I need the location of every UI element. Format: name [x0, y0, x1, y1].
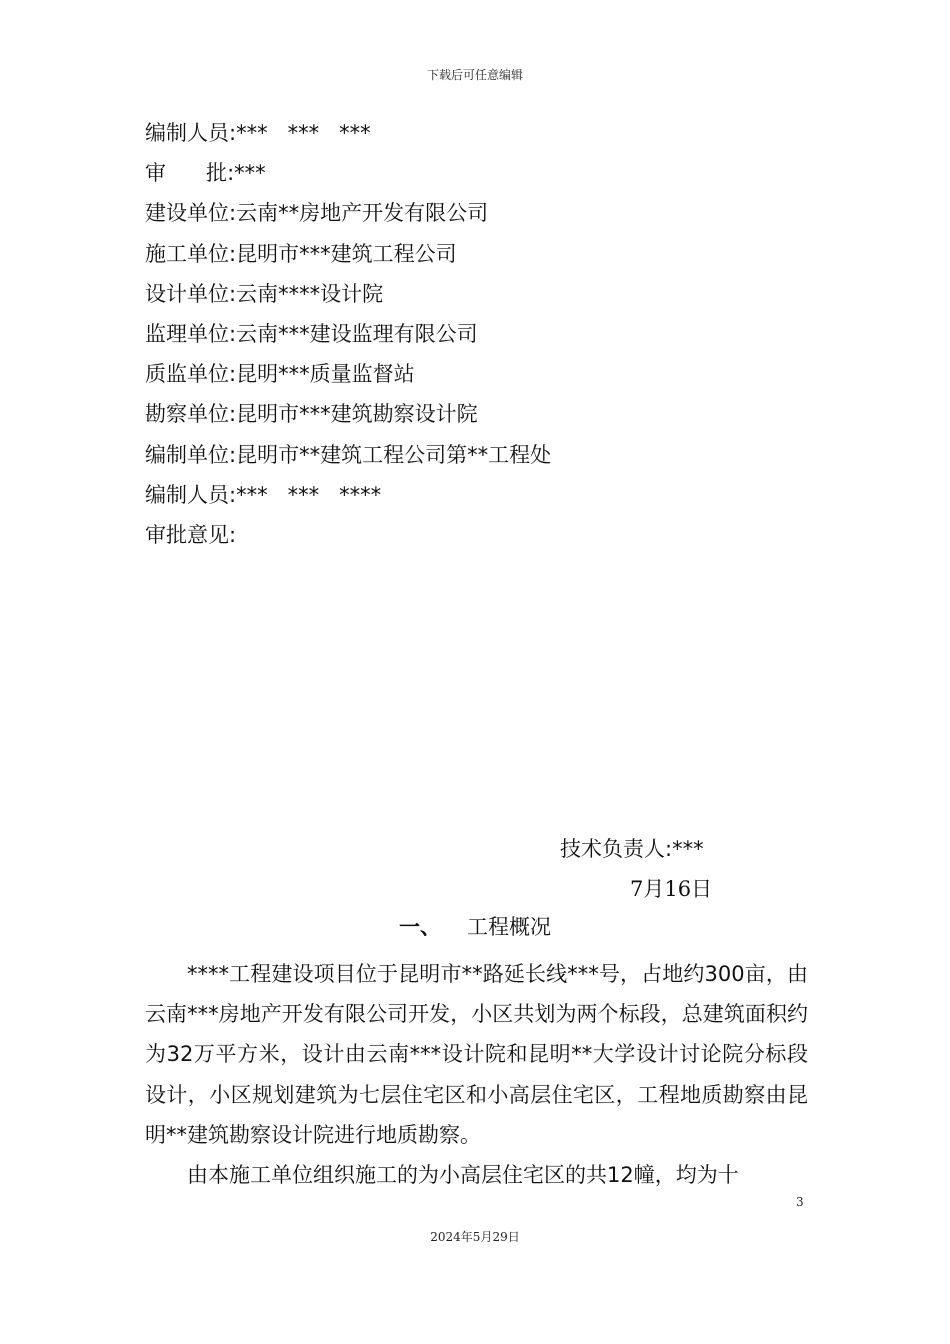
field-separator: : [229, 281, 237, 306]
field-separator: : [229, 522, 237, 547]
field-value: 云南***建设监理有限公司 [236, 321, 478, 346]
footer-date: 2024年5月29日 [430, 1230, 520, 1244]
field-label: 编制人员 [145, 121, 229, 145]
tech-lead-signature: 技术负责人:*** [560, 837, 704, 861]
field-value: 昆明市***建筑勘察设计院 [236, 402, 478, 427]
field-label: 审 批 [145, 161, 228, 186]
field-separator: : [229, 321, 237, 346]
field-value: 昆明***质量监督站 [236, 362, 415, 387]
field-label: 编制人员 [145, 482, 229, 507]
field-label: 监理单位 [145, 321, 229, 346]
field-row-compiler [145, 118, 551, 158]
field-row-contractor [145, 239, 551, 279]
section-title: 工程概况 [467, 915, 551, 939]
project-info-list [145, 118, 551, 560]
field-separator: : [229, 482, 237, 507]
field-row-developer [145, 198, 551, 238]
section-number: 一、 [399, 915, 441, 939]
field-value: 云南****设计院 [236, 281, 384, 306]
field-label: 设计单位 [145, 281, 229, 306]
field-row-approval-opinion [145, 520, 551, 560]
field-row-compiler-2 [145, 480, 551, 520]
field-value: 云南**房地产开发有限公司 [236, 201, 489, 226]
signature-date: 7月16日 [630, 877, 713, 901]
field-label: 审批意见 [145, 522, 229, 547]
field-value: *** *** **** [236, 482, 382, 507]
field-separator: : [227, 161, 235, 186]
header-note: 下载后可任意编辑 [426, 68, 523, 82]
field-row-survey [145, 399, 551, 439]
section-heading [0, 912, 950, 942]
field-separator: : [229, 442, 237, 467]
field-row-compiling-unit [145, 440, 551, 480]
field-row-supervisor [145, 319, 551, 359]
field-value: 昆明市**建筑工程公司第**工程处 [236, 442, 552, 467]
field-row-designer [145, 279, 551, 319]
field-label: 质监单位 [145, 362, 229, 387]
page-number: 3 [796, 1195, 804, 1209]
field-separator: : [229, 362, 237, 387]
field-row-quality [145, 359, 551, 399]
field-label: 建设单位 [145, 201, 229, 226]
field-label: 施工单位 [145, 241, 229, 266]
field-label: 编制单位 [145, 442, 229, 467]
field-value: 昆明市***建筑工程公司 [236, 241, 457, 266]
field-value: *** [234, 161, 266, 186]
field-separator: : [229, 402, 237, 427]
paragraph: ****工程建设项目位于昆明市**路延长线***号，占地约300亩，由云南***房地产开发有限公司开发，小区共划为两个标段，总建筑面积约为32万平方米，设计由云南***设计院和昆明**大学设计讨论院分标段设计，小区规划建筑为七层住宅区和小高层住宅区，工程地质勘察由昆明**建筑勘察设计院进行地质勘察。 [145, 962, 808, 1147]
body-text [145, 954, 808, 1195]
field-label: 勘察单位 [145, 402, 229, 427]
field-separator: : [229, 241, 237, 266]
field-separator: : [229, 201, 237, 226]
field-value: *** *** *** [236, 121, 371, 145]
paragraph: 由本施工单位组织施工的为小高层住宅区的共12幢，均为十 [187, 1163, 739, 1188]
field-row-approval [145, 158, 551, 198]
field-separator: : [229, 121, 237, 145]
